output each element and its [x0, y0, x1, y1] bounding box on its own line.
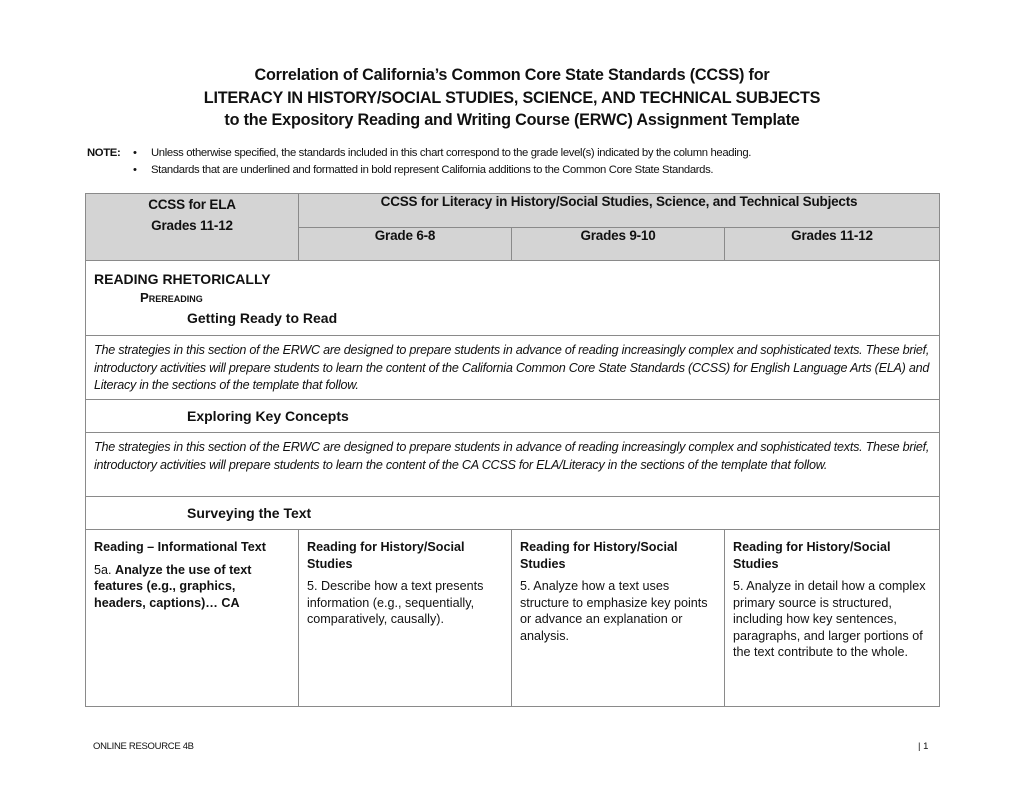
header-grade-6-8: Grade 6-8 — [299, 227, 512, 261]
cell-heading: Reading for History/Social Studies — [307, 540, 465, 571]
section-subtitle: Prereading — [140, 290, 203, 305]
subsection-title: Surveying the Text — [187, 505, 312, 521]
document-title — [0, 64, 1024, 132]
intro-text: The strategies in this section of the ERWC are designed to prepare students in advance of reading increasingly complex and sophisticated texts. These brief, introductory activities will prepare students to learn the content of the CA CCSS for ELA/Literacy in the sections of the template that follow. — [94, 440, 930, 472]
subsection-row — [86, 400, 940, 433]
note-block — [87, 145, 752, 179]
bullet-icon: • — [133, 164, 137, 176]
cell-heading: Reading for History/Social Studies — [733, 540, 891, 571]
header-grades-9-10: Grades 9-10 — [512, 227, 725, 261]
note-item: Unless otherwise specified, the standards included in this chart correspond to the grade level(s) indicated by the column heading. — [151, 147, 752, 159]
table-cell — [512, 530, 725, 707]
note-label: NOTE: — [87, 147, 121, 159]
standard-text: 5. Analyze in detail how a complex primary source is structured, including how key sentences, paragraphs, and larger portions of the text contribute to the whole. — [733, 579, 926, 659]
header-ela-line-2: Grades 11-12 — [151, 218, 233, 233]
intro-row — [86, 336, 940, 400]
title-line-2: LITERACY IN HISTORY/SOCIAL STUDIES, SCIENCE, AND TECHNICAL SUBJECTS — [203, 88, 821, 107]
header-ccss-literacy: CCSS for Literacy in History/Social Studies, Science, and Technical Subjects — [299, 194, 940, 228]
cell-heading: Reading – Informational Text — [94, 540, 266, 554]
footer-resource-label: ONLINE RESOURCE 4B — [93, 741, 194, 752]
standards-table — [85, 193, 940, 707]
standard-text: 5. Describe how a text presents information (e.g., sequentially, comparatively, causally). — [307, 579, 484, 626]
intro-text: The strategies in this section of the ERWC are designed to prepare students in advance of reading increasingly complex and sophisticated texts. These brief, introductory activities will prepare students to learn the content of the California Common Core State Standards (CCSS) for English Language Arts (ELA) and Literacy in the sections of the template that follow. — [94, 343, 930, 392]
table-cell — [299, 530, 512, 707]
section-heading-row — [86, 261, 940, 336]
header-ela-line-1: CCSS for ELA — [148, 197, 236, 212]
standard-text: Analyze the use of text features (e.g., graphics, headers, captions)… CA — [94, 562, 252, 610]
bullet-icon: • — [133, 147, 137, 159]
title-line-3: to the Expository Reading and Writing Course (ERWC) Assignment Template — [224, 111, 800, 129]
note-item: Standards that are underlined and formatted in bold represent California additions to the Common Core State Standards. — [151, 164, 714, 176]
header-ccss-ela — [86, 194, 299, 261]
subsection-title: Getting Ready to Read — [187, 310, 338, 326]
cell-heading: Reading for History/Social Studies — [520, 540, 678, 571]
title-line-1: Correlation of California’s Common Core State Standards (CCSS) for — [254, 66, 770, 84]
standard-text: 5. Analyze how a text uses structure to emphasize key points or advance an explanation or analysis. — [520, 579, 708, 643]
table-cell — [86, 530, 299, 707]
subsection-row — [86, 497, 940, 530]
table-cell — [725, 530, 940, 707]
table-row — [86, 530, 940, 707]
page-number: | 1 — [918, 741, 929, 752]
section-title: READING RHETORICALLY — [94, 271, 271, 287]
subsection-title: Exploring Key Concepts — [187, 408, 349, 424]
header-grades-11-12: Grades 11-12 — [725, 227, 940, 261]
standard-number: 5a. — [94, 562, 112, 577]
intro-row — [86, 433, 940, 497]
